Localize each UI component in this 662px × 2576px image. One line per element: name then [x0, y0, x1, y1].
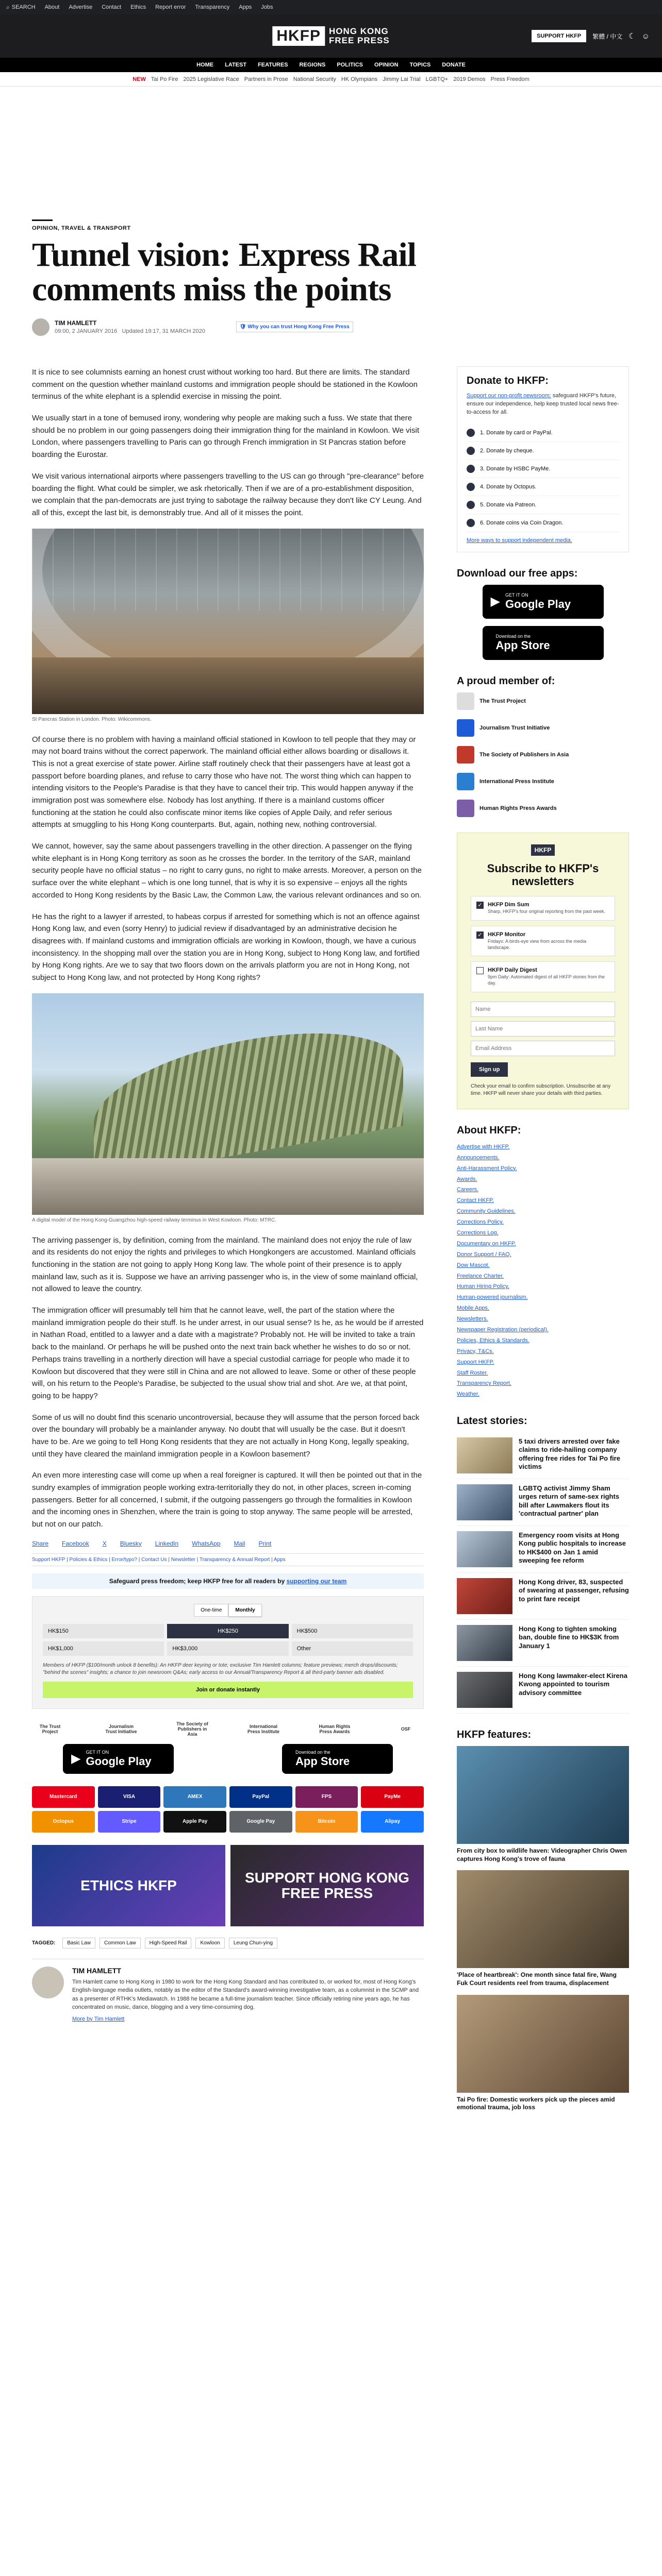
about-title: About HKFP:	[457, 1124, 521, 1136]
donate-option[interactable]: 6. Donate coins via Coin Dragon.	[467, 514, 619, 532]
frequency-toggle	[43, 1604, 413, 1617]
sidebar-donate: Donate to HKFP: Support our non-profit newsroom: safeguard HKFP's future, ensure our independence, help keep trusted local news free-to-access for all. 1. Donate by card or PayPal. 2. Donate by cheque. 3. Donate by HSBC PayMe. 4. Donate by Octopus. 5. Donate via Patreon. 6. Donate coins via Coin Dragon. More ways to support independent media.	[457, 366, 629, 552]
nav-item[interactable]: FEATURES	[258, 62, 288, 68]
donate-option[interactable]: 4. Donate by Octopus.	[467, 478, 619, 496]
last-name-input[interactable]	[471, 1021, 615, 1037]
story-item[interactable]: Hong Kong lawmaker-elect Kirena Kwong appointed to tourism advisory committee	[457, 1667, 629, 1714]
story-thumbnail	[457, 1437, 512, 1473]
paragraph: It is nice to see columnists earning an honest crust without working too hard. But there are limits. The standard comment on the question whether mainland customs and immigration people should be stationed in the Kowloon terminus of the white elephant is a splendid exercise in missing the point.	[32, 368, 418, 401]
features-title: HKFP features:	[457, 1729, 532, 1741]
paragraph: We cannot, however, say the same about passengers travelling in the other direction. A passenger on the flying white elephant is in Hong Kong territory as soon as he crosses the border. In the territory of the SAR, mainland security people have no official status – no right to carry guns, no right to make arrests. Moreover, a person on the surface over the white elephant – which is one long tunnel, that is why it is so expensive – enjoys all the rights accorded to Hong Kong residents by the Basic Law, the Common Law, the various relevant ordinances and so on.	[32, 842, 422, 900]
partner-logo[interactable]: The Trust Project	[39, 1723, 61, 1734]
donate-option[interactable]: 5. Donate via Patreon.	[467, 496, 619, 514]
stories-title: Latest stories:	[457, 1415, 527, 1427]
trending-item[interactable]: Partners in Prose	[244, 76, 288, 82]
trending-item[interactable]: 2019 Demos	[453, 76, 486, 82]
email-input[interactable]	[471, 1041, 615, 1056]
feature-item[interactable]: From city box to wildlife haven: Videographer Chris Owen captures Hong Kong's trove of fauna	[457, 1746, 629, 1863]
share-mail[interactable]: Mail	[234, 1539, 245, 1547]
google-play-button[interactable]: ▶ GET IT ON Google Play	[483, 585, 604, 619]
apps-title: Download our free apps:	[457, 567, 578, 579]
partner-logo[interactable]: Journalism Trust Initiative	[105, 1723, 137, 1734]
story-thumbnail	[457, 1484, 512, 1520]
about-link[interactable]: Human Hiring Policy.	[457, 1283, 509, 1290]
about-link[interactable]: Staff Roster.	[457, 1369, 488, 1376]
play-icon: ▶	[490, 595, 500, 609]
donate-option[interactable]: 2. Donate by cheque.	[467, 442, 619, 460]
masthead	[0, 14, 662, 58]
payment-logo: Bitcoin	[295, 1811, 358, 1833]
about-link[interactable]: Mobile Apps.	[457, 1305, 489, 1312]
story-item[interactable]: LGBTQ activist Jimmy Sham urges return of same-sex rights bill after Lawmakers flout its 'contractual partner' plan	[457, 1479, 629, 1526]
payment-logo: Stripe	[98, 1811, 161, 1833]
about-link[interactable]: Dow Mascot.	[457, 1262, 490, 1268]
tags-label: TAGGED:	[32, 1940, 56, 1946]
story-item[interactable]: Hong Kong driver, 83, suspected of swearing at passenger, refusing to print fare receipt	[457, 1573, 629, 1620]
amount-option[interactable]: HK$500	[292, 1624, 413, 1638]
amount-grid	[43, 1624, 413, 1656]
about-link[interactable]: Freelance Charter.	[457, 1273, 504, 1279]
share-facebook[interactable]: Facebook	[62, 1539, 89, 1547]
article-header	[32, 219, 635, 336]
nav-item[interactable]: TOPICS	[409, 62, 431, 68]
play-icon: ▶	[71, 1752, 81, 1766]
about-link[interactable]: Corrections Log.	[457, 1229, 499, 1236]
nav-item[interactable]: POLITICS	[337, 62, 363, 68]
about-link[interactable]: Donor Support / FAQ.	[457, 1251, 511, 1258]
nav-item[interactable]: OPINION	[374, 62, 399, 68]
author-box	[32, 1959, 424, 2022]
newsletter-option[interactable]: ✓ HKFP Dim Sum Sharp, HKFP's four original reporting from the past week.	[471, 896, 615, 921]
about-link[interactable]: Announcements.	[457, 1154, 500, 1161]
donate-title: Donate to HKFP:	[467, 375, 549, 386]
topbar-link[interactable]: Report error	[155, 4, 186, 10]
trending-item[interactable]: Press Freedom	[490, 76, 529, 82]
article-title: Tunnel vision: Express Rail comments miss the points	[32, 236, 417, 309]
story-thumbnail	[457, 1625, 512, 1661]
members-info: Members of HKFP ($100/month unlock 8 benefits): An HKFP deer keyring or tote; exclusive Tim Hamlett columns; feature previews; merch drops/discounts; "behind the scenes" insights; a chance to join newsroom Q&As; early access to our Annual/Transparency Report & all third-party banner ads disabled.	[43, 1662, 398, 1675]
trust-project-icon	[457, 692, 474, 710]
newsletter-note: Check your email to confirm subscription. Unsubscribe at any time. HKFP will never share your details with third parties.	[471, 1083, 611, 1096]
checkbox[interactable]	[476, 967, 484, 974]
about-link[interactable]: Newspaper Registration (periodical).	[457, 1326, 549, 1333]
payment-logo: AMEX	[163, 1786, 226, 1808]
app-store-button[interactable]: Download on the App Store	[483, 626, 604, 660]
app-store-button[interactable]: Download on the App Store	[282, 1744, 393, 1774]
sign-up-button[interactable]: Sign up	[471, 1062, 508, 1077]
partner-logo[interactable]: Human Rights Press Awards	[319, 1723, 351, 1734]
payment-logo: Alipay	[361, 1811, 424, 1833]
topbar-link[interactable]: Ethics	[130, 4, 146, 10]
ethics-banner[interactable]: ETHICS HKFP	[32, 1845, 225, 1926]
author-avatar[interactable]	[32, 1967, 64, 1998]
about-link[interactable]: Privacy, T&Cs.	[457, 1348, 494, 1354]
newsletter-option[interactable]: HKFP Daily Digest 9pm Daily: Automated digest of all HKFP stories from the day.	[471, 961, 615, 992]
trending-label: NEW	[133, 76, 146, 82]
masthead-actions	[532, 30, 650, 42]
amount-option[interactable]: HK$1,000	[43, 1641, 164, 1656]
member-org[interactable]: Human Rights Press Awards	[457, 800, 629, 817]
amount-option[interactable]: HK$3,000	[167, 1641, 288, 1656]
newsletter-signup	[457, 833, 629, 1109]
newsletter-option[interactable]: ✓ HKFP Monitor Fridays: A birds-eye view from across the media landscape.	[471, 926, 615, 956]
tag[interactable]: High-Speed Rail	[145, 1938, 192, 1948]
newsletter-logo: HKFP	[531, 844, 555, 856]
author-name[interactable]: TIM HAMLETT	[55, 319, 97, 327]
feature-image	[457, 1995, 629, 2093]
one-time-option[interactable]: One-time	[194, 1604, 228, 1617]
cheque-icon	[467, 447, 475, 455]
paragraph: The arriving passenger is, by definition, coming from the mainland. The mainland does not enjoy the rule of law and its residents do not enjoy the rights and privileges to which Hongkongers are accustomed. Mainland officials functioning in the station are not going to apply Hong Kong law. The whole point of their presence is to apply mainland law, such as it is. Suppose we have an arriving passenger who is, in the view of some mainland official, not allowed to leave the country.	[32, 1235, 418, 1294]
paragraph: Some of us will no doubt find this scenario uncontroversial, because they will assume that the person forced back over the boundary will probably be a mainlander anyway. No doubt that will usually be the case. But it doesn't have to be. Are we going to tell Hong Kong residents that they are not actually in Hong Kong, legally speaking, until they have cleared the mainland immigration people in a Kowloon basement?	[32, 1413, 420, 1459]
west-kowloon-terminus-photo	[32, 993, 424, 1215]
topbar-link[interactable]: Advertise	[69, 4, 93, 10]
member-org[interactable]: The Society of Publishers in Asia	[457, 746, 629, 764]
paragraph: We usually start in a tone of bemused irony, wondering why people are making such a fuss. We state that there should be no problem in our going passengers doing their immigration thing for the mainland in Kowloon. We visit London, where passengers travelling to Paris can go through French immigration in St Pancras station before boarding the Eurostar.	[32, 414, 419, 460]
latest-stories	[457, 1415, 629, 1714]
hrpa-icon	[457, 800, 474, 817]
nav-item[interactable]: REGIONS	[299, 62, 326, 68]
about-link[interactable]: Careers.	[457, 1187, 479, 1193]
payment-logo: Apple Pay	[163, 1811, 226, 1833]
image-caption: A digital model of the Hong Kong-Guangzhou high-speed railway terminus in West Kowloon. Photo: MTRC.	[32, 1217, 276, 1223]
trending-item[interactable]: National Security	[293, 76, 336, 82]
topbar-link[interactable]: Transparency	[195, 4, 230, 10]
tag[interactable]: Kowloon	[195, 1938, 224, 1948]
about-link[interactable]: Community Guidelines.	[457, 1208, 516, 1215]
support-team-link[interactable]: supporting our team	[286, 1577, 347, 1585]
story-thumbnail	[457, 1578, 512, 1614]
share-link[interactable]: Share	[32, 1539, 49, 1547]
tag[interactable]: Basic Law	[62, 1938, 95, 1948]
tag-list	[32, 1938, 424, 1948]
story-item[interactable]: 5 taxi drivers arrested over fake claims to ride-hailing company offering free rides for Tai Po fire victims	[457, 1432, 629, 1479]
about-link[interactable]: Weather.	[457, 1391, 479, 1398]
share-x[interactable]: X	[102, 1539, 107, 1547]
image-caption: St Pancras Station in London. Photo: Wikicommons.	[32, 716, 152, 722]
amount-option-other[interactable]: Other	[292, 1641, 413, 1656]
about-link[interactable]: Support HKFP.	[457, 1359, 494, 1365]
share-whatsapp[interactable]: WhatsApp	[192, 1539, 221, 1547]
checkbox[interactable]: ✓	[476, 902, 484, 909]
paragraph: We visit various international airports where passengers travelling to the US can go through "pre-clearance" before boarding the flight. What could be simpler, we ask rhetorically. Then if we are of a pro-establishment disposition, we complain that the pan-democrats are just trying to sabotage the railway because they don't like CY Leung. And all of this, except the last bit, is demonstrably true. And all of it misses the point.	[32, 471, 424, 517]
paragraph: The immigration officer will presumably tell him that he cannot leave, well, the part of the station where the mainland immigration people do their stuff. Is he under arrest, in our usual sense? Is he, as he would be if arrested in Nathan Road, entitled to a lawyer and a date with a magistrate? Probably not. He will be invited to take a train back to the mainland. Or perhaps he will be pushed onto the next train back whether he wishes to do so or not. Perhaps trains travelling in a northerly direction will have a special custodial carriage for people who made it to Kowloon but discovered that they were still in China and are not allowed to leave. Some or other of these people will, on his return to the People's Paradise, be subjected to the usual show trial and shot. Are we, at that point, going to be happy?	[32, 1306, 424, 1400]
story-item[interactable]: Hong Kong to tighten smoking ban, double fine to HK$3K from January 1	[457, 1620, 629, 1667]
st-pancras-photo	[32, 529, 424, 714]
donate-option[interactable]: 1. Donate by card or PayPal.	[467, 424, 619, 442]
top-utility-bar	[0, 0, 662, 14]
feature-item[interactable]: Tai Po fire: Domestic workers pick up the pieces amid emotional trauma, job loss	[457, 1995, 629, 2112]
amount-option-selected[interactable]: HK$250	[167, 1624, 288, 1638]
about-link[interactable]: Policies, Ethics & Standards.	[457, 1337, 529, 1344]
payment-logo: Mastercard	[32, 1786, 95, 1808]
sopa-icon	[457, 746, 474, 764]
app-store-row	[63, 1744, 393, 1774]
divider	[32, 219, 53, 221]
main-nav	[0, 58, 662, 72]
paragraph: An even more interesting case will come up when a real foreigner is captured. It will then be pointed out that in the sundry examples of immigration people working extra-territorially they do not, in other places, screen in-coming passengers. Better for all concerned, I submit, if the outgoing passengers go through the formalities in Kowloon and the incoming ones in Shenzhen, where the train is going to stop anyway. The same people will be arrested, but not on our patch.	[32, 1471, 422, 1529]
about-link[interactable]: Newsletters.	[457, 1316, 488, 1323]
partner-logo[interactable]: International Press Institute	[247, 1723, 280, 1734]
promo-banners	[32, 1845, 424, 1926]
support-newsroom-link[interactable]: Support our non-profit newsroom:	[467, 393, 551, 399]
safeguard-banner: Safeguard press freedom; keep HKFP free for all readers by supporting our team	[32, 1573, 424, 1589]
member-org[interactable]: International Press Institute	[457, 773, 629, 790]
topbar-link[interactable]: Contact	[102, 4, 122, 10]
jti-icon	[457, 719, 474, 737]
payme-icon	[467, 465, 475, 473]
ipi-icon	[457, 773, 474, 790]
trust-tag[interactable]: 🛡 Why you can trust Hong Kong Free Press	[236, 321, 353, 332]
updated-date: Updated 19:17, 31 MARCH 2020	[122, 328, 205, 335]
join-donate-button[interactable]: Join or donate instantly	[43, 1682, 413, 1698]
about-link[interactable]: Transparency Report.	[457, 1380, 511, 1387]
newsletter-title: Subscribe to HKFP's newsletters	[487, 861, 599, 888]
language-switch[interactable]: 繁體 / 中文	[592, 32, 623, 40]
search-link[interactable]: ⌕ SEARCH	[6, 3, 36, 11]
payment-logo: PayMe	[361, 1786, 424, 1808]
monthly-option[interactable]: Monthly	[228, 1604, 261, 1617]
about-link[interactable]: Corrections Policy.	[457, 1219, 504, 1226]
support-links[interactable]: Support HKFP | Policies & Ethics | Error/typo? | Contact Us | Newsletter | Transparency & Annual Report | Apps	[32, 1553, 424, 1566]
payment-logo: FPS	[295, 1786, 358, 1808]
support-banner[interactable]: SUPPORT HONG KONG FREE PRESS	[230, 1845, 424, 1926]
topbar-link[interactable]: Apps	[239, 4, 252, 10]
hkfp-features	[457, 1729, 629, 2112]
feature-image	[457, 1870, 629, 1968]
author-bio: Tim Hamlett came to Hong Kong in 1980 to work for the Hong Kong Standard and has contributed to, or worked for, most of Hong Kong's English-language media outlets, notably as the editor of the Standard's award-winning investigative team, as a columnist in the SCMP and as a presenter of RTHK's Mediawatch. In 1988 he became a full-time journalism teacher. Since officially retiring nine years ago, he has concentrated on music, dance, blogging and a very time-consuming dog.	[72, 1978, 419, 2011]
nav-item[interactable]: HOME	[196, 62, 214, 68]
trending-item[interactable]: LGBTQ+	[425, 76, 449, 82]
card-icon	[467, 429, 475, 437]
checkbox[interactable]: ✓	[476, 931, 484, 939]
tag[interactable]: Leung Chun-ying	[229, 1938, 277, 1948]
patreon-icon	[467, 501, 475, 509]
payment-logo: Google Pay	[229, 1811, 292, 1833]
site-logo[interactable]: HKFP HONG KONG FREE PRESS	[272, 26, 389, 46]
first-name-input[interactable]	[471, 1002, 615, 1017]
story-thumbnail	[457, 1672, 512, 1708]
about-link[interactable]: Advertise with HKFP.	[457, 1143, 510, 1150]
article-body	[32, 366, 424, 2022]
feature-item[interactable]: 'Place of heartbreak': One month since fatal fire, Wang Fuk Court residents reel from trauma, displacement	[457, 1870, 629, 1987]
publish-date: 09:00, 2 JANUARY 2016	[55, 328, 118, 335]
trending-item[interactable]: Jimmy Lai Trial	[383, 76, 421, 82]
more-by-author-link[interactable]: More by Tim Hamlett	[72, 2015, 125, 2022]
figure-st-pancras	[32, 529, 424, 722]
donate-box	[32, 1596, 424, 1709]
share-row	[32, 1540, 424, 1547]
amount-option[interactable]: HK$150	[43, 1624, 164, 1638]
octopus-icon	[467, 483, 475, 491]
share-linkedin[interactable]: LinkedIn	[155, 1539, 179, 1547]
payment-logo: PayPal	[229, 1786, 292, 1808]
nav-item[interactable]: LATEST	[225, 62, 247, 68]
share-print[interactable]: Print	[258, 1539, 272, 1547]
member-org[interactable]: The Trust Project	[457, 692, 629, 710]
payment-methods	[32, 1786, 424, 1833]
nav-item[interactable]: DONATE	[442, 62, 466, 68]
more-ways-link[interactable]: More ways to support independent media.	[467, 537, 572, 544]
paragraph: He has the right to a lawyer if arrested, to habeas corpus if arrested for something which is not an offence against Hong Kong law, and even (sorry Henry) to judicial review if disadvantaged by an administrative decision he disagrees with. If mainland customs and immigration officials are working in Kowloon, though, we have a curious inconsistency. In the shopping mall over the station you are in Hong Kong, subject to Hong Kong law, and fortified by Hong Kong rights. Are we to say that two floors down on the arrivals platform you are not in Hong Kong, not subject to Hong Kong law, and not protected by Hong Kong rights?	[32, 912, 420, 982]
sidebar-proud-member	[457, 675, 629, 817]
partner-logo[interactable]: The Society of Publishers in Asia	[176, 1721, 208, 1737]
partner-logo[interactable]: OSF	[401, 1726, 411, 1732]
trending-item[interactable]: Tai Po Fire	[151, 76, 178, 82]
about-link[interactable]: Documentary on HKFP.	[457, 1240, 516, 1247]
sidebar-about	[457, 1125, 629, 1400]
byline	[32, 318, 635, 336]
story-item[interactable]: Emergency room visits at Hong Kong public hospitals to increase to HK$400 on Jan 1 amid sweeping fee reform	[457, 1526, 629, 1573]
about-link[interactable]: Human-powered journalism.	[457, 1294, 528, 1301]
sidebar	[457, 366, 629, 2127]
about-links	[457, 1142, 629, 1400]
partner-logos	[32, 1721, 424, 1737]
author-avatar[interactable]	[32, 318, 49, 336]
payment-logo: VISA	[98, 1786, 161, 1808]
article-category[interactable]: OPINION, TRAVEL & TRANSPORT	[32, 225, 131, 231]
author-name[interactable]: TIM HAMLETT	[72, 1966, 121, 1975]
topbar-link[interactable]: About	[44, 4, 60, 10]
google-play-button[interactable]: ▶ GET IT ON Google Play	[63, 1744, 174, 1774]
topbar-link[interactable]: Jobs	[261, 4, 273, 10]
moon-icon[interactable]: ☾	[628, 32, 636, 41]
share-bluesky[interactable]: Bluesky	[120, 1539, 142, 1547]
story-thumbnail	[457, 1531, 512, 1567]
payment-logo: Octopus	[32, 1811, 95, 1833]
member-org[interactable]: Journalism Trust Initiative	[457, 719, 629, 737]
support-hkfp-button[interactable]: SUPPORT HKFP	[532, 30, 586, 42]
search-icon: ⌕	[6, 3, 10, 11]
proud-title: A proud member of:	[457, 675, 555, 687]
sidebar-apps	[457, 568, 629, 660]
tag[interactable]: Common Law	[100, 1938, 141, 1948]
trending-item[interactable]: HK Olympians	[341, 76, 378, 82]
trending-bar	[0, 72, 662, 87]
figure-west-kowloon	[32, 993, 424, 1223]
trending-item[interactable]: 2025 Legislative Race	[183, 76, 239, 82]
coin-icon	[467, 519, 475, 527]
paragraph: Of course there is no problem with having a mainland official stationed in Kowloon to tell people that they may or may not board trains without the correct paperwork. The mainland official either allows boarding or disallows it. This is not a great exercise of state power. Airline staff routinely check that their passengers have at least got a passport before boarding planes, and refuse to carry those who have not. The worst thing which can happen to intending visitors to the People's Paradise is that they have to cancel their trip. This would happen anyway if the immigration post was somewhere else. Nobody has lost anything. If there is a mainland customs officer functioning at the station he could also confiscate minor items like copies of Apple Daily, and refer serious attempts at smuggling to his Hong Kong counterparts. But, again, nothing new, nothing controversial.	[32, 735, 416, 829]
about-link[interactable]: Anti-Harassment Policy.	[457, 1165, 517, 1172]
feature-image	[457, 1746, 629, 1844]
user-icon[interactable]: ☺	[641, 31, 650, 41]
about-link[interactable]: Awards.	[457, 1176, 477, 1182]
donate-option[interactable]: 3. Donate by HSBC PayMe.	[467, 460, 619, 478]
about-link[interactable]: Contact HKFP.	[457, 1197, 494, 1204]
